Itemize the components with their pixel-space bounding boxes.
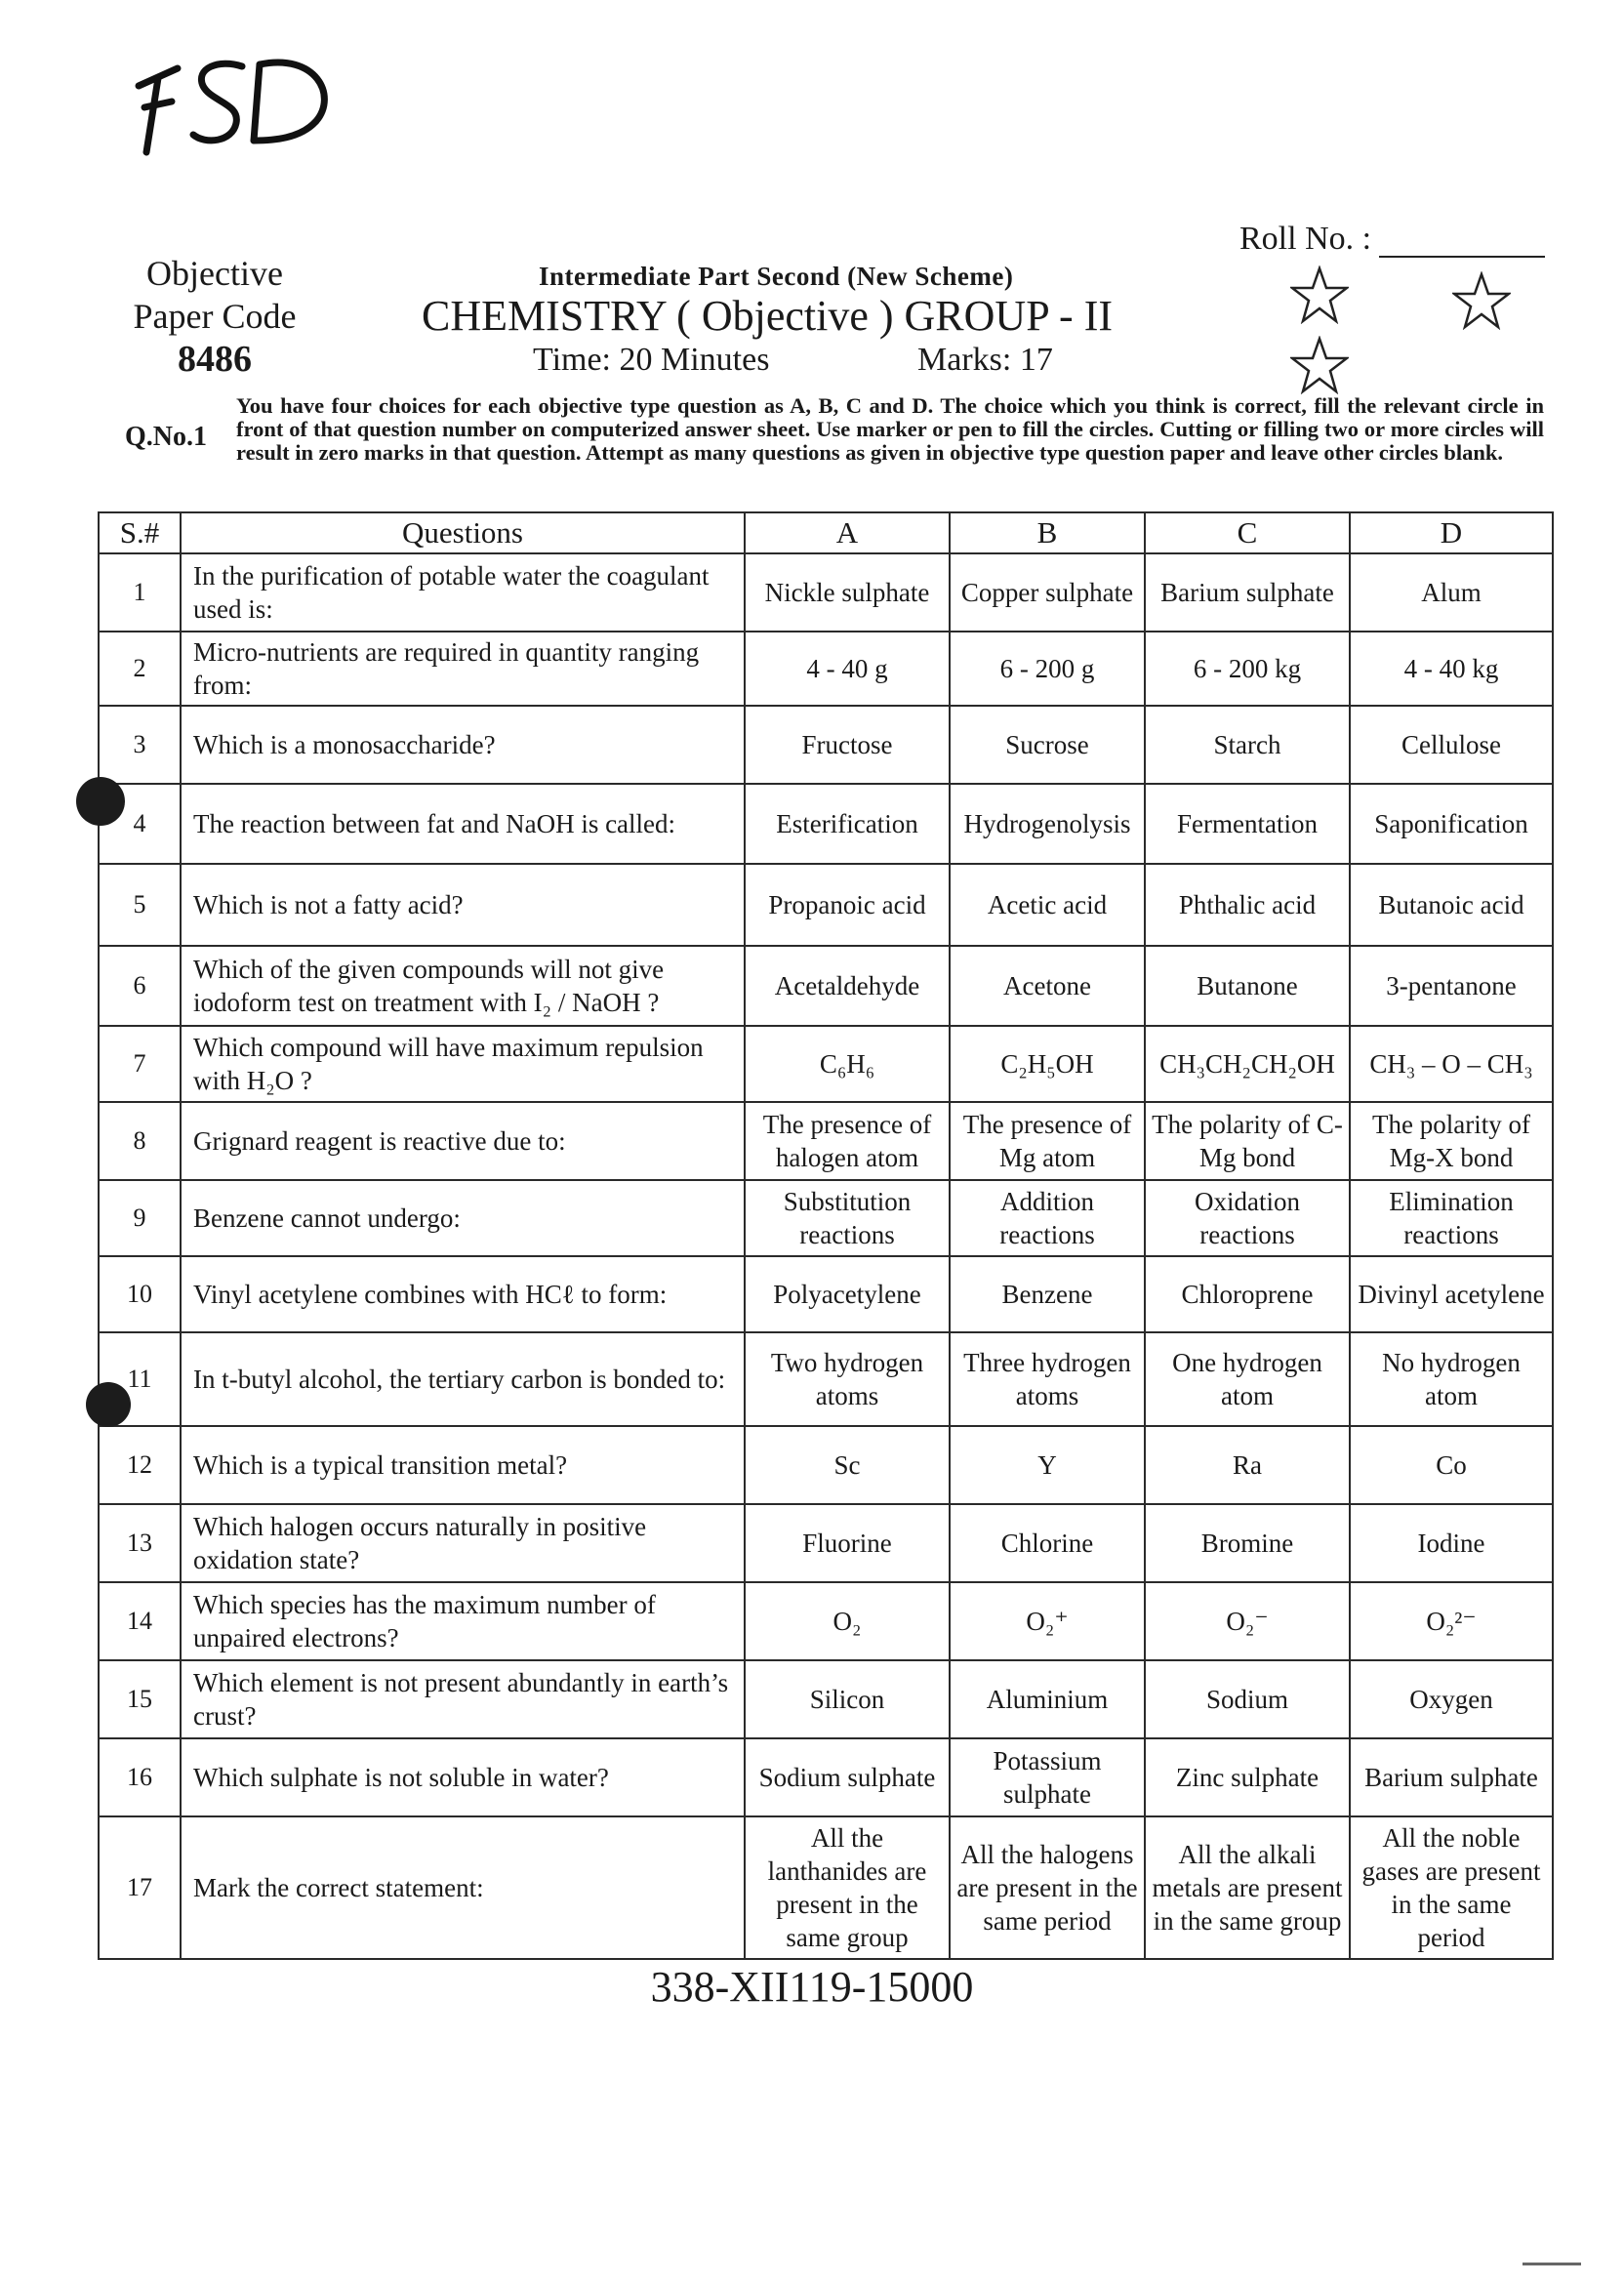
serial-number-cell: 5 <box>99 864 181 946</box>
star-icon <box>1452 271 1511 330</box>
question-cell: Which of the given compounds will not give iodoform test on treatment with I₂ / NaOH ? <box>181 946 745 1026</box>
time-allowed: Time: 20 Minutes <box>533 342 770 378</box>
option-b-cell: Sucrose <box>950 706 1145 784</box>
column-header-questions: Questions <box>181 512 745 553</box>
table-header-row <box>99 512 1553 553</box>
option-a-cell: Esterification <box>745 784 950 864</box>
table-row <box>99 1504 1553 1582</box>
option-d-cell: All the noble gases are present in the same period <box>1350 1816 1553 1959</box>
table-row <box>99 1256 1553 1332</box>
option-b-cell: Acetone <box>950 946 1145 1026</box>
table-row <box>99 1332 1553 1426</box>
handwritten-fsd-mark <box>125 47 349 174</box>
option-c-cell: 6 - 200 kg <box>1145 632 1350 706</box>
option-b-cell: Y <box>950 1426 1145 1504</box>
question-cell: Micro-nutrients are required in quantity ranging from: <box>181 632 745 706</box>
serial-number-cell: 8 <box>99 1102 181 1180</box>
questions-table <box>98 511 1554 1960</box>
column-header-d: D <box>1350 512 1553 553</box>
question-number-label: Q.No.1 <box>125 422 207 452</box>
option-c-cell: O₂⁻ <box>1145 1582 1350 1660</box>
option-c-cell: Chloroprene <box>1145 1256 1350 1332</box>
roll-number-field <box>1239 221 1545 258</box>
table-row <box>99 946 1553 1026</box>
column-header-a: A <box>745 512 950 553</box>
option-a-cell: Silicon <box>745 1660 950 1738</box>
option-c-cell: The polarity of C-Mg bond <box>1145 1102 1350 1180</box>
option-a-cell: Nickle sulphate <box>745 553 950 632</box>
table-row <box>99 553 1553 632</box>
option-d-cell: Butanoic acid <box>1350 864 1553 946</box>
option-d-cell: Barium sulphate <box>1350 1738 1553 1816</box>
serial-number-cell: 7 <box>99 1026 181 1102</box>
option-d-cell: Elimination reactions <box>1350 1180 1553 1256</box>
table-row <box>99 1816 1553 1959</box>
option-b-cell: Hydrogenolysis <box>950 784 1145 864</box>
serial-number-cell: 4 <box>99 784 181 864</box>
table-row <box>99 864 1553 946</box>
table-row <box>99 1026 1553 1102</box>
option-c-cell: Oxidation reactions <box>1145 1180 1350 1256</box>
option-a-cell: Fluorine <box>745 1504 950 1582</box>
question-cell: In the purification of potable water the coagulant used is: <box>181 553 745 632</box>
serial-number-cell: 9 <box>99 1180 181 1256</box>
option-b-cell: Copper sulphate <box>950 553 1145 632</box>
question-cell: Grignard reagent is reactive due to: <box>181 1102 745 1180</box>
question-cell: Which is a typical transition metal? <box>181 1426 745 1504</box>
table-row <box>99 706 1553 784</box>
option-d-cell: 3-pentanone <box>1350 946 1553 1026</box>
option-d-cell: The polarity of Mg-X bond <box>1350 1102 1553 1180</box>
star-icon <box>1290 265 1349 324</box>
subject-title: CHEMISTRY ( Objective ) GROUP - II <box>422 292 1113 340</box>
option-b-cell: Chlorine <box>950 1504 1145 1582</box>
footer-code: 338-XII119-15000 <box>650 1963 974 2011</box>
question-cell: Which sulphate is not soluble in water? <box>181 1738 745 1816</box>
paper-code-block <box>117 252 312 381</box>
option-c-cell: Butanone <box>1145 946 1350 1026</box>
paper-code: 8486 <box>178 339 252 380</box>
punch-hole-mark <box>86 1382 131 1427</box>
table-row <box>99 632 1553 706</box>
option-b-cell: Benzene <box>950 1256 1145 1332</box>
question-cell: Which is a monosaccharide? <box>181 706 745 784</box>
option-b-cell: Potassium sulphate <box>950 1738 1145 1816</box>
option-a-cell: Polyacetylene <box>745 1256 950 1332</box>
option-c-cell: Starch <box>1145 706 1350 784</box>
serial-number-cell: 15 <box>99 1660 181 1738</box>
option-b-cell: Acetic acid <box>950 864 1145 946</box>
table-row <box>99 1738 1553 1816</box>
option-a-cell: All the lanthanides are present in the same group <box>745 1816 950 1959</box>
serial-number-cell: 1 <box>99 553 181 632</box>
question-cell: Which element is not present abundantly in earth’s crust? <box>181 1660 745 1738</box>
column-header-b: B <box>950 512 1145 553</box>
question-cell: Mark the correct statement: <box>181 1816 745 1959</box>
option-a-cell: Acetaldehyde <box>745 946 950 1026</box>
option-a-cell: 4 - 40 g <box>745 632 950 706</box>
scan-mark <box>1522 2263 1581 2265</box>
question-cell: The reaction between fat and NaOH is called: <box>181 784 745 864</box>
option-d-cell: O₂²⁻ <box>1350 1582 1553 1660</box>
option-c-cell: CH₃CH₂CH₂OH <box>1145 1026 1350 1102</box>
exam-level: Intermediate Part Second (New Scheme) <box>539 262 1014 291</box>
option-a-cell: O₂ <box>745 1582 950 1660</box>
serial-number-cell: 14 <box>99 1582 181 1660</box>
option-b-cell: Three hydrogen atoms <box>950 1332 1145 1426</box>
option-b-cell: Addition reactions <box>950 1180 1145 1256</box>
option-a-cell: Sc <box>745 1426 950 1504</box>
option-a-cell: C₆H₆ <box>745 1026 950 1102</box>
option-c-cell: Phthalic acid <box>1145 864 1350 946</box>
column-header-c: C <box>1145 512 1350 553</box>
objective-label: Objective <box>146 254 283 293</box>
option-a-cell: Sodium sulphate <box>745 1738 950 1816</box>
punch-hole-mark <box>76 777 125 826</box>
roll-number-label: Roll No. : <box>1239 221 1372 257</box>
table-row <box>99 1102 1553 1180</box>
option-b-cell: Aluminium <box>950 1660 1145 1738</box>
option-d-cell: Cellulose <box>1350 706 1553 784</box>
option-a-cell: Substitution reactions <box>745 1180 950 1256</box>
option-c-cell: Bromine <box>1145 1504 1350 1582</box>
option-a-cell: Propanoic acid <box>745 864 950 946</box>
option-d-cell: 4 - 40 kg <box>1350 632 1553 706</box>
serial-number-cell: 6 <box>99 946 181 1026</box>
option-c-cell: One hydrogen atom <box>1145 1332 1350 1426</box>
option-b-cell: C₂H₅OH <box>950 1026 1145 1102</box>
table-row <box>99 1660 1553 1738</box>
total-marks: Marks: 17 <box>917 342 1053 378</box>
option-d-cell: CH₃ – O – CH₃ <box>1350 1026 1553 1102</box>
option-c-cell: All the alkali metals are present in the same group <box>1145 1816 1350 1959</box>
option-c-cell: Fermentation <box>1145 784 1350 864</box>
question-cell: Benzene cannot undergo: <box>181 1180 745 1256</box>
instructions: You have four choices for each objective type question as A, B, C and D. The choice which you think is correct, fill the relevant circle in front of that question number on computerized answer sheet. Use marker or pen to fill the circles. Cutting or filling two or more circles will result in zero marks in that question. Attempt as many questions as given in objective type question paper and leave other circles blank. <box>236 393 1544 465</box>
option-c-cell: Zinc sulphate <box>1145 1738 1350 1816</box>
option-d-cell: Alum <box>1350 553 1553 632</box>
option-d-cell: Iodine <box>1350 1504 1553 1582</box>
serial-number-cell: 17 <box>99 1816 181 1959</box>
option-b-cell: All the halogens are present in the same period <box>950 1816 1145 1959</box>
option-b-cell: O₂⁺ <box>950 1582 1145 1660</box>
option-d-cell: Co <box>1350 1426 1553 1504</box>
question-cell: Which compound will have maximum repulsion with H₂O ? <box>181 1026 745 1102</box>
star-icon <box>1290 336 1349 394</box>
table-row <box>99 784 1553 864</box>
option-a-cell: Two hydrogen atoms <box>745 1332 950 1426</box>
question-cell: Which halogen occurs naturally in positive oxidation state? <box>181 1504 745 1582</box>
question-cell: Which is not a fatty acid? <box>181 864 745 946</box>
option-b-cell: The presence of Mg atom <box>950 1102 1145 1180</box>
table-row <box>99 1582 1553 1660</box>
option-a-cell: The presence of halogen atom <box>745 1102 950 1180</box>
question-cell: Vinyl acetylene combines with HCℓ to form: <box>181 1256 745 1332</box>
question-cell: In t-butyl alcohol, the tertiary carbon is bonded to: <box>181 1332 745 1426</box>
option-d-cell: Saponification <box>1350 784 1553 864</box>
option-c-cell: Ra <box>1145 1426 1350 1504</box>
serial-number-cell: 10 <box>99 1256 181 1332</box>
paper-code-label: Paper Code <box>133 297 297 336</box>
serial-number-cell: 2 <box>99 632 181 706</box>
serial-number-cell: 11 <box>99 1332 181 1426</box>
serial-number-cell: 16 <box>99 1738 181 1816</box>
table-row <box>99 1426 1553 1504</box>
option-c-cell: Barium sulphate <box>1145 553 1350 632</box>
roll-number-blank <box>1379 226 1545 258</box>
serial-number-cell: 12 <box>99 1426 181 1504</box>
option-b-cell: 6 - 200 g <box>950 632 1145 706</box>
column-header-sn: S.# <box>99 512 181 553</box>
option-c-cell: Sodium <box>1145 1660 1350 1738</box>
table-row <box>99 1180 1553 1256</box>
option-d-cell: Divinyl acetylene <box>1350 1256 1553 1332</box>
option-a-cell: Fructose <box>745 706 950 784</box>
question-cell: Which species has the maximum number of unpaired electrons? <box>181 1582 745 1660</box>
option-d-cell: Oxygen <box>1350 1660 1553 1738</box>
serial-number-cell: 13 <box>99 1504 181 1582</box>
option-d-cell: No hydrogen atom <box>1350 1332 1553 1426</box>
serial-number-cell: 3 <box>99 706 181 784</box>
